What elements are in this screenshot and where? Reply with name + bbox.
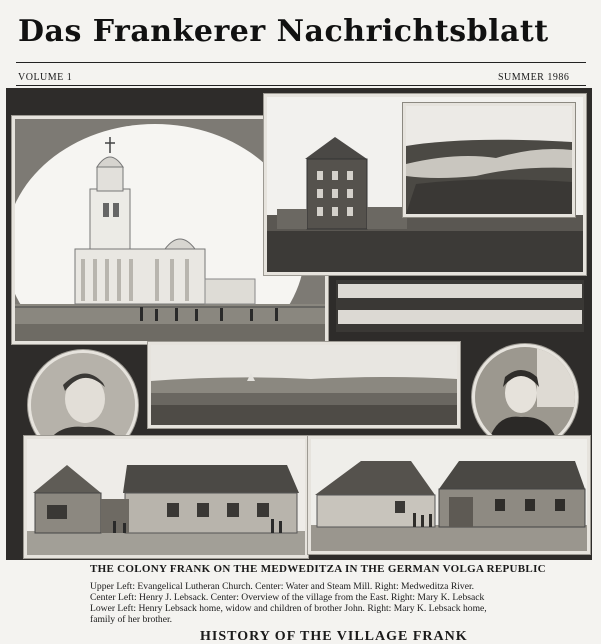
portrait-mary [472, 344, 578, 450]
masthead-rule-bottom [16, 85, 586, 86]
caption-line: Center Left: Henry J. Lebsack. Center: Overview of the village from the East. Right: Mary K. Lebsack [90, 592, 485, 603]
volume-label: VOLUME 1 [18, 72, 73, 83]
plate-caption-title: THE COLONY FRANK ON THE MEDWEDITZA IN THE GERMAN VOLGA REPUBLIC [90, 563, 546, 575]
issue-label: SUMMER 1986 [498, 72, 570, 83]
article-heading: HISTORY OF THE VILLAGE FRANK [200, 629, 468, 644]
masthead-rule-top [16, 62, 586, 63]
photo-river [403, 103, 575, 217]
caption-line: family of her brother. [90, 614, 173, 625]
photo-plate [6, 88, 592, 560]
photo-village-overview [148, 342, 460, 428]
decorative-stripes [336, 280, 584, 332]
photo-henry-home [24, 436, 308, 558]
caption-line: Upper Left: Evangelical Lutheran Church. Center: Water and Steam Mill. Right: Medweditza River. [90, 581, 475, 592]
caption-line: Lower Left: Henry Lebsack home, widow and children of brother John. Right: Mary K. Lebsack home, [90, 603, 487, 614]
newsletter-title: Das Frankerer Nachrichtsblatt [18, 14, 549, 49]
photo-mary-home [308, 436, 590, 554]
photo-mill [264, 94, 586, 275]
